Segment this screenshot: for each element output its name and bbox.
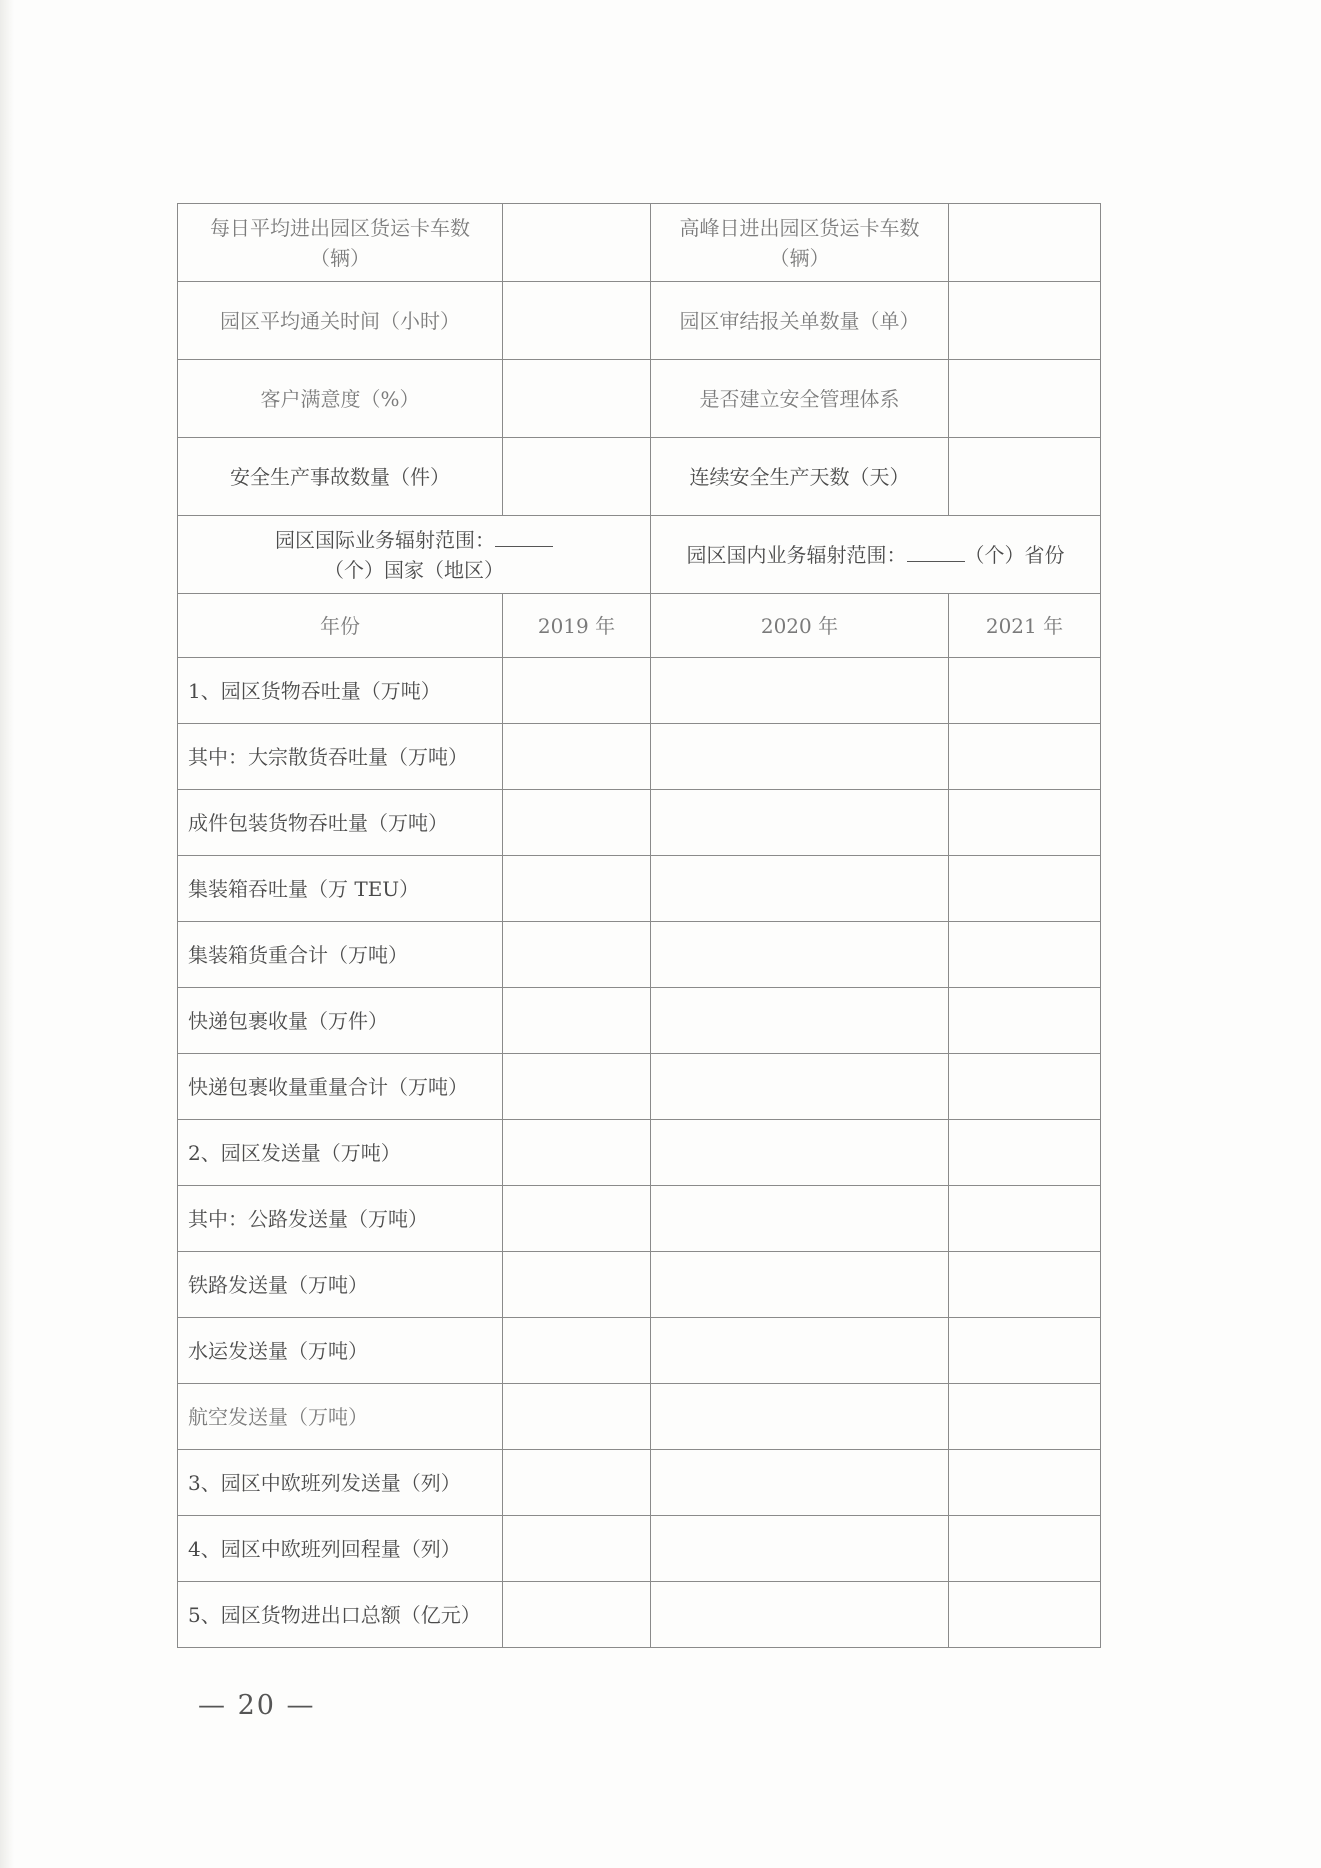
cell-2019[interactable] — [503, 1318, 651, 1384]
cell-2021[interactable] — [949, 1318, 1101, 1384]
row-safety — [178, 438, 1101, 516]
cell-2020[interactable] — [651, 1054, 949, 1120]
year-2019-header: 2019 年 — [503, 594, 651, 658]
intl-radiation-cell[interactable] — [178, 516, 651, 594]
table-row — [178, 988, 1101, 1054]
table-row — [178, 1384, 1101, 1450]
table-row — [178, 1516, 1101, 1582]
cell-2019[interactable] — [503, 1120, 651, 1186]
label-declaration-count: 园区审结报关单数量（单） — [651, 282, 949, 360]
cell-2019[interactable] — [503, 1582, 651, 1648]
row-label: 2、园区发送量（万吨） — [178, 1120, 503, 1186]
cell-2021[interactable] — [949, 790, 1101, 856]
label-accident-count: 安全生产事故数量（件） — [178, 438, 503, 516]
table-row — [178, 856, 1101, 922]
table-row — [178, 1318, 1101, 1384]
value-peak-trucks[interactable] — [949, 204, 1101, 282]
cell-2021[interactable] — [949, 1450, 1101, 1516]
cell-2021[interactable] — [949, 1054, 1101, 1120]
cell-2020[interactable] — [651, 790, 949, 856]
year-2020-header: 2020 年 — [651, 594, 949, 658]
cell-2021[interactable] — [949, 856, 1101, 922]
table-row — [178, 1120, 1101, 1186]
value-daily-trucks[interactable] — [503, 204, 651, 282]
cell-2020[interactable] — [651, 988, 949, 1054]
cell-2019[interactable] — [503, 1450, 651, 1516]
table-row — [178, 1582, 1101, 1648]
cell-2019[interactable] — [503, 856, 651, 922]
domestic-count-blank[interactable] — [907, 543, 965, 562]
page-number: — 20 — — [198, 1690, 316, 1721]
value-accident-count[interactable] — [503, 438, 651, 516]
label-peak-trucks: 高峰日进出园区货运卡车数（辆） — [651, 204, 949, 282]
cell-2020[interactable] — [651, 1252, 949, 1318]
cell-2020[interactable] — [651, 856, 949, 922]
cell-2020[interactable] — [651, 658, 949, 724]
row-label: 水运发送量（万吨） — [178, 1318, 503, 1384]
cell-2019[interactable] — [503, 1516, 651, 1582]
table-row — [178, 1054, 1101, 1120]
cell-2021[interactable] — [949, 1120, 1101, 1186]
cell-2021[interactable] — [949, 658, 1101, 724]
cell-2020[interactable] — [651, 1384, 949, 1450]
value-safe-days[interactable] — [949, 438, 1101, 516]
year-header-label: 年份 — [178, 594, 503, 658]
page-edge — [0, 0, 14, 1868]
row-label: 其中：公路发送量（万吨） — [178, 1186, 503, 1252]
cell-2020[interactable] — [651, 1450, 949, 1516]
cell-2019[interactable] — [503, 1252, 651, 1318]
row-label: 4、园区中欧班列回程量（列） — [178, 1516, 503, 1582]
cell-2021[interactable] — [949, 988, 1101, 1054]
value-clearance-time[interactable] — [503, 282, 651, 360]
domestic-radiation-suffix: （个）省份 — [964, 542, 1065, 567]
cell-2020[interactable] — [651, 1186, 949, 1252]
domestic-radiation-cell[interactable] — [651, 516, 1101, 594]
cell-2021[interactable] — [949, 1384, 1101, 1450]
row-label: 快递包裹收量重量合计（万吨） — [178, 1054, 503, 1120]
row-label: 集装箱吞吐量（万 TEU） — [178, 856, 503, 922]
value-declaration-count[interactable] — [949, 282, 1101, 360]
row-customs — [178, 282, 1101, 360]
value-safety-system[interactable] — [949, 360, 1101, 438]
intl-radiation-suffix: （个）国家（地区） — [324, 557, 504, 582]
cell-2019[interactable] — [503, 922, 651, 988]
year-2021-header: 2021 年 — [949, 594, 1101, 658]
table-row — [178, 922, 1101, 988]
row-truck-count — [178, 204, 1101, 282]
cell-2019[interactable] — [503, 1054, 651, 1120]
cell-2021[interactable] — [949, 1186, 1101, 1252]
row-label: 集装箱货重合计（万吨） — [178, 922, 503, 988]
label-clearance-time: 园区平均通关时间（小时） — [178, 282, 503, 360]
table-row — [178, 658, 1101, 724]
cell-2021[interactable] — [949, 1582, 1101, 1648]
cell-2020[interactable] — [651, 1318, 949, 1384]
cell-2021[interactable] — [949, 724, 1101, 790]
cell-2019[interactable] — [503, 1384, 651, 1450]
intl-count-blank[interactable] — [495, 528, 553, 547]
intl-radiation-prefix: 园区国际业务辐射范围： — [275, 527, 495, 552]
label-satisfaction: 客户满意度（%） — [178, 360, 503, 438]
cell-2021[interactable] — [949, 1516, 1101, 1582]
cell-2020[interactable] — [651, 1120, 949, 1186]
statistics-form-table — [177, 203, 1101, 1648]
row-label: 5、园区货物进出口总额（亿元） — [178, 1582, 503, 1648]
label-daily-trucks: 每日平均进出园区货运卡车数（辆） — [178, 204, 503, 282]
cell-2021[interactable] — [949, 922, 1101, 988]
row-radiation — [178, 516, 1101, 594]
cell-2019[interactable] — [503, 988, 651, 1054]
domestic-radiation-prefix: 园区国内业务辐射范围： — [686, 542, 907, 567]
label-safety-system: 是否建立安全管理体系 — [651, 360, 949, 438]
cell-2019[interactable] — [503, 790, 651, 856]
row-label: 快递包裹收量（万件） — [178, 988, 503, 1054]
row-label: 1、园区货物吞吐量（万吨） — [178, 658, 503, 724]
cell-2020[interactable] — [651, 724, 949, 790]
cell-2019[interactable] — [503, 658, 651, 724]
row-label: 其中：大宗散货吞吐量（万吨） — [178, 724, 503, 790]
row-label: 成件包装货物吞吐量（万吨） — [178, 790, 503, 856]
cell-2019[interactable] — [503, 724, 651, 790]
table-row — [178, 790, 1101, 856]
cell-2019[interactable] — [503, 1186, 651, 1252]
label-safe-days: 连续安全生产天数（天） — [651, 438, 949, 516]
year-header-row — [178, 594, 1101, 658]
table-row — [178, 1450, 1101, 1516]
cell-2020[interactable] — [651, 1582, 949, 1648]
cell-2021[interactable] — [949, 1252, 1101, 1318]
row-label: 3、园区中欧班列发送量（列） — [178, 1450, 503, 1516]
row-label: 铁路发送量（万吨） — [178, 1252, 503, 1318]
value-satisfaction[interactable] — [503, 360, 651, 438]
table-row — [178, 1186, 1101, 1252]
table-row — [178, 1252, 1101, 1318]
cell-2020[interactable] — [651, 922, 949, 988]
table-row — [178, 724, 1101, 790]
row-label: 航空发送量（万吨） — [178, 1384, 503, 1450]
row-satisfaction — [178, 360, 1101, 438]
cell-2020[interactable] — [651, 1516, 949, 1582]
